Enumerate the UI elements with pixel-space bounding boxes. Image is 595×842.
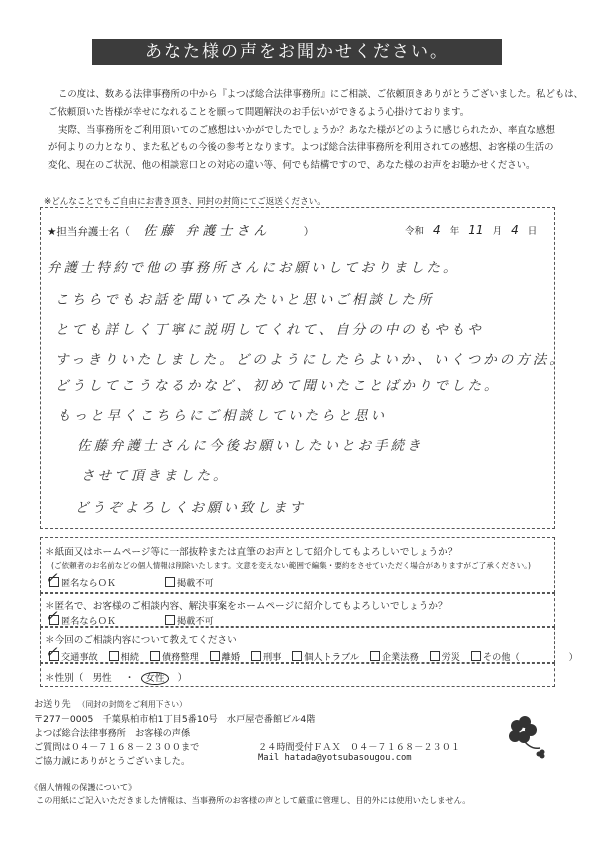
thanks-line: ご協力誠にありがとうございました。 — [34, 756, 191, 767]
handwritten-line: すっきりいたしました。どのようにしたらよいか、いくつかの方法。 — [55, 352, 566, 368]
privacy-text: この用紙にご記入いただきました情報は、当事務所のお客様の声として厳重に管理し、目的外には使用いたしません。 — [36, 795, 471, 805]
date-row — [405, 223, 537, 237]
intro-line: が何よりの力となり、また私どもの今後の参考となります。よつば総合法律事務所を利用されての感想、お客様の生活の — [48, 142, 554, 154]
send-to-note: （同封の封筒をご利用下さい） — [77, 700, 187, 709]
handwritten-check-mark-icon: ✓ — [45, 569, 58, 587]
handwritten-line: させて頂きました。 — [81, 468, 230, 484]
handwritten-line: 弁護士特約で他の事務所さんにお願いしておりました。 — [47, 260, 460, 276]
category-divorce[interactable]: 離婚 — [221, 652, 241, 663]
comment-box — [40, 207, 566, 529]
clover-logo-icon — [500, 710, 550, 762]
checkbox-icon[interactable] — [165, 615, 175, 625]
gender-box — [40, 663, 555, 687]
question-case-text: ＊匿名で、お客様のご相談内容、解決事案をホームページに紹介してもよろしいでしょうか？ — [45, 601, 448, 612]
checkbox-icon[interactable] — [292, 651, 302, 661]
option-anonymous-ok[interactable] — [49, 575, 116, 589]
fax-line: ２４時間受付ＦＡＸ ０４－７１６８－２３０１ — [258, 742, 461, 753]
option-anonymous-ok[interactable] — [49, 613, 116, 627]
gender-separator: ・ — [124, 673, 135, 684]
handwritten-line: とても詳しく丁寧に説明してくれて、自分の中のもやもや — [55, 322, 484, 338]
mail-line[interactable]: Mail hatada@yotsubasougou.com — [258, 753, 412, 763]
gender-row — [45, 670, 187, 684]
checkbox-icon[interactable] — [471, 651, 481, 661]
privacy-heading: 《個人情報の保護について》 — [30, 782, 137, 792]
category-corporate[interactable]: 企業法務 — [381, 652, 419, 663]
question-publish-box — [40, 537, 555, 593]
intro-line: 変化、現在のご状況、他の相談窓口との対応の違い等、何でも結構ですので、あなた様のお声をお聴かせください。 — [48, 160, 536, 172]
date-day[interactable]: 4 — [511, 223, 519, 237]
category-debt[interactable]: 債務整理 — [161, 652, 199, 663]
question-category-text: ＊今回のご相談内容について教えてください — [45, 635, 237, 646]
postal-address: 〒277－0005 千葉県柏市柏1丁目5番10号 水戸屋壱番館ビル4階 — [34, 714, 316, 725]
category-options — [49, 649, 578, 663]
gender-close: ） — [177, 673, 188, 684]
handwritten-check-mark-icon: ✓ — [45, 607, 58, 625]
handwritten-line: もっと早くこちらにご相談していたらと思い — [57, 408, 387, 424]
category-traffic[interactable]: 交通事故 — [61, 652, 98, 663]
checkbox-icon[interactable] — [251, 651, 261, 661]
question-publish-text: ＊紙面又はホームページ等に一部抜粋または直筆のお声として紹介してもよろしいでしょうか？ — [45, 547, 458, 558]
date-day-unit: 日 — [527, 226, 538, 237]
handwritten-line: どうぞよろしくお願い致します — [75, 500, 306, 516]
gender-female-circled[interactable]: 女性 — [141, 672, 168, 685]
checkbox-icon[interactable] — [430, 651, 440, 661]
checkbox-icon[interactable] — [165, 577, 175, 587]
option-label: 掲載不可 — [177, 578, 214, 589]
handwritten-check-mark-icon: ✓ — [45, 643, 58, 661]
category-criminal[interactable]: 刑事 — [262, 652, 282, 663]
handwritten-line: こちらでもお話を聞いてみたいと思いご相談した所 — [55, 292, 435, 308]
category-labor[interactable]: 労災 — [441, 652, 460, 663]
lawyer-label-close: ） — [303, 226, 315, 238]
question-case-box — [40, 593, 555, 627]
handwritten-line: どうしてこうなるかなど、初めて聞いたことばかりでした。 — [55, 378, 501, 394]
date-month-unit: 月 — [492, 226, 503, 237]
date-year-unit: 年 — [449, 226, 460, 237]
instruction-note: ※どんなことでもご自由にお書き頂き、同封の封筒にてご返送ください。 — [44, 197, 326, 207]
category-other-close: ） — [568, 652, 578, 663]
intro-paragraph — [48, 86, 583, 175]
send-to-heading: お送り先 — [34, 699, 71, 710]
category-personal[interactable]: 個人トラブル — [304, 652, 359, 663]
lawyer-name-handwritten[interactable]: 佐藤 弁護士さん — [143, 224, 271, 239]
lawyer-label: ★担当弁護士名（ — [47, 226, 130, 238]
checkbox-icon[interactable] — [370, 651, 380, 661]
lawyer-name-row — [47, 220, 314, 239]
gender-label: ＊性別（ — [45, 673, 84, 684]
date-month[interactable]: 11 — [468, 223, 484, 237]
phone-line: ご質問は０４－７１６８－２３００まで — [34, 742, 200, 753]
option-label: 匿名ならＯＫ — [61, 578, 117, 589]
option-label: 匿名ならＯＫ — [61, 616, 117, 627]
date-year[interactable]: 4 — [433, 223, 441, 237]
option-label: 掲載不可 — [177, 616, 214, 627]
option-not-publish[interactable] — [165, 613, 214, 627]
gender-male[interactable]: 男性 — [92, 673, 112, 684]
checkbox-icon[interactable] — [150, 651, 160, 661]
intro-line: ご依頼頂いた皆様が幸せになれることを願って問題解決のお手伝いができるよう心掛けております。 — [48, 106, 470, 118]
send-to-label — [34, 696, 187, 710]
question-category-box — [40, 627, 578, 663]
intro-line: 実際、当事務所をご利用頂いてのご感想はいかがでしたでしょうか？あなた様がどのように感じられたか、率直な感想 — [58, 124, 555, 136]
checkbox-icon[interactable] — [109, 651, 119, 661]
date-era: 令和 — [405, 226, 425, 237]
question-publish-note: (ご依頼者のお名前などの個人情報は削除いたします。文意を変えない範囲で編集・要約をさせていただく場合がありますがご了承ください。) — [51, 561, 531, 570]
category-other[interactable]: その他（ — [482, 652, 520, 663]
office-name: よつば総合法律事務所 お客様の声係 — [34, 728, 191, 739]
option-not-publish[interactable] — [165, 575, 214, 589]
category-inheritance[interactable]: 相続 — [120, 652, 140, 663]
page-title: あなた様の声をお聞かせください。 — [92, 39, 502, 65]
checkbox-icon[interactable] — [210, 651, 220, 661]
handwritten-line: 佐藤弁護士さんに今後お願いしたいとお手続き — [77, 438, 424, 454]
intro-line: この度は、数ある法律事務所の中から『よつば総合法律事務所』にご相談、ご依頼頂きありがとうございました。私どもは、 — [58, 89, 584, 100]
